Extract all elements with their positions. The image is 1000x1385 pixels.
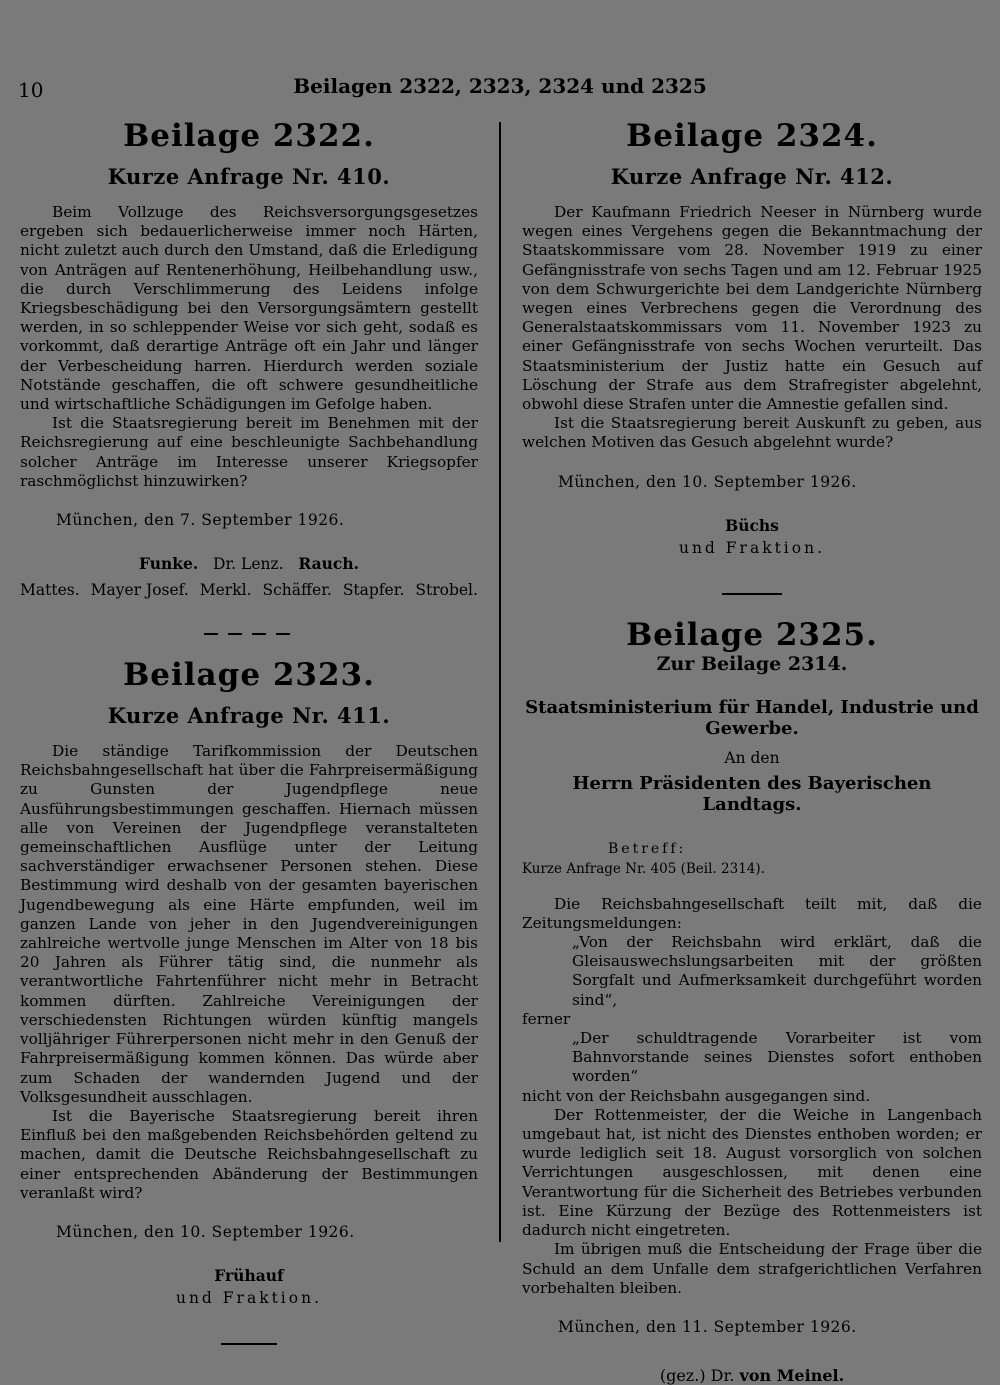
dateline: München, den 10. September 1926. (558, 472, 857, 491)
fraktion-label: und Fraktion. (175, 1288, 323, 1307)
section-title: Beilage 2325. (626, 616, 878, 653)
inquiry-title: Kurze Anfrage Nr. 411. (107, 703, 391, 729)
column-divider (499, 122, 501, 1242)
signer-name: Strobel. (415, 581, 478, 600)
reference-title: Zur Beilage 2314. (656, 652, 848, 675)
signer-name: Mayer Josef. (90, 581, 189, 600)
signers-row (20, 581, 478, 599)
quotation: „Der schuldtragende Vorarbeiter ist vom Bahnvorstande seines Dienstes sofort enthoben worden“ (572, 1029, 982, 1086)
signers (20, 553, 478, 575)
paragraph: Der Kaufmann Friedrich Neeser in Nürnberg wurde wegen eines Vergehens gegen die Bekanntmachung der Staatskommissare vom 28. November 1919 zu einer Gefängnisstrafe von sechs Tagen und am 12. Februar 1925 von dem Schwurgerichte bei dem Landgerichte Nürnberg wegen eines Verbrechens gegen die Verordnung des Generalstaatskommissars vom 11. November 1923 zu einer Gefängnisstrafe von sechs Wochen verurteilt. Das Staatsministerium der Justiz hatte ein Gesuch auf Löschung der Strafe aus dem Strafregister abgelehnt, obwohl diese Strafen unter die Amnestie gefallen sind. (522, 203, 982, 414)
paragraph: Die Reichsbahngesellschaft teilt mit, daß die Zeitungsmeldungen: (522, 894, 982, 932)
right-column (522, 110, 982, 1385)
section-beilage-2323 (20, 657, 478, 1309)
dateline: München, den 7. September 1926. (56, 511, 345, 530)
section-beilage-2322 (20, 118, 478, 599)
signer-name: Schäffer. (262, 581, 332, 600)
left-column (20, 110, 478, 1367)
signer-name: Dr. Lenz. (213, 555, 284, 574)
page-number: 10 (18, 78, 44, 102)
section-beilage-2324 (522, 118, 982, 559)
inquiry-title: Kurze Anfrage Nr. 410. (107, 164, 391, 189)
paragraph: Ist die Bayerische Staatsregierung bereit ihren Einfluß bei den maßgebenden Reichsbehörden geltend zu machen, damit die Deutsche Reichsbahngesellschaft zu einer entsprechenden Abänderung der Bestimmungen veranlaßt wird? (20, 1106, 478, 1202)
quotation: „Von der Reichsbahn wird erklärt, daß die Gleisauswechslungsarbeiten mit der größten Sorgfalt und Aufmerksamkeit durchgeführt worden sind“, (572, 933, 982, 1009)
paragraph: Der Rottenmeister, der die Weiche in Langenbach umgebaut hat, ist nicht des Dienstes enthoben worden; er wurde lediglich seit 18. August vorsorglich von solchen Verrichtungen ausgeschlossen, mit denen eine Verantwortung für die Sicherheit des Betriebes verbunden ist. Eine Kürzung der Bezüge des Rottenmeisters ist dadurch nicht eingetreten. (522, 1105, 982, 1240)
signers (522, 515, 982, 559)
signer-name: Rauch. (298, 554, 360, 574)
connector-word: ferner (522, 1009, 571, 1028)
signer-name: Mattes. (20, 581, 80, 600)
section-title: Beilage 2324. (626, 118, 878, 154)
section-separator (221, 1343, 277, 1345)
betreff-label: Betreff: (608, 840, 687, 857)
betreff-text: Kurze Anfrage Nr. 405 (Beil. 2314). (522, 860, 765, 877)
section-beilage-2325 (522, 617, 982, 1385)
address-line: An den (724, 748, 780, 767)
paragraph: nicht von der Reichsbahn ausgegangen sind. (522, 1086, 871, 1105)
signer-name: Büchs (725, 515, 779, 535)
ministry-name: Staatsministerium für Handel, Industrie und Gewerbe. (525, 696, 979, 739)
paragraph: Im übrigen muß die Entscheidung der Frage über die Schuld an dem Unfalle dem strafgerichtlichen Verfahren vorbehalten bleiben. (522, 1240, 982, 1297)
section-separator (722, 593, 782, 595)
signer-name: Merkl. (199, 581, 252, 600)
signature-prefix: (gez.) Dr. (659, 1365, 735, 1385)
running-title: Beilagen 2322, 2323, 2324 und 2325 (293, 74, 707, 98)
signature-line (522, 1366, 982, 1385)
signature-name: von Meinel. (739, 1365, 845, 1385)
recipient-name: Herrn Präsidenten des Bayerischen Landtags. (572, 772, 932, 815)
signer-name: Funke. (138, 554, 199, 574)
signers (20, 1265, 478, 1309)
paragraph: Die ständige Tarifkommission der Deutschen Reichsbahngesellschaft hat über die Fahrpreisermäßigung zu Gunsten der Jugendpflege neue Ausführungsbestimmungen geschaffen. Hiernach müssen alle von Vereinen der Jugendpflege veranstalteten gemeinschaftlichen Ausflüge unter der Leitung sachverständiger erwachsener Personen stehen. Diese Bestimmung wird deshalb von der gesamten bayerischen Jugendbewegung als eine Härte empfunden, weil im ganzen Lande von jeher in den Jugendvereinigungen zahlreiche wertvolle junge Menschen im Alter von 18 bis 20 Jahren als Führer tätig sind, die nunmehr als verantwortliche Fahrtenführer nicht mehr in Betracht kommen dürften. Zahlreiche Vereinigungen der verschiedensten Richtungen würden künftig mangels volljähriger Führerpersonen nicht mehr in den Genuß der Fahrpreisermäßigung kommen können. Das würde aber zum Schaden der wandernden Jugend und der Volksgesundheit ausschlagen. (20, 742, 478, 1106)
paragraph: Beim Vollzuge des Reichsversorgungsgesetzes ergeben sich bedauerlicherweise immer noch Härten, nicht zuletzt auch durch den Umstand, daß die Erledigung von Anträgen auf Rentenerhöhung, Heilbehandlung usw., die durch Verschlimmerung des Leidens infolge Kriegsbeschädigung bei den Versorgungsämtern gestellt werden, in so schleppender Weise vor sich geht, sodaß es vorkommt, daß derartige Anträge oft ein Jahr und länger der Verbescheidung harren. Hierdurch werden soziale Notstände geschaffen, die oft schwere gesundheitliche und wirtschaftliche Schädigungen im Gefolge haben. (20, 203, 478, 414)
section-title: Beilage 2322. (123, 118, 375, 154)
dateline: München, den 11. September 1926. (558, 1317, 857, 1336)
paragraph: Ist die Staatsregierung bereit Auskunft zu geben, aus welchen Motiven das Gesuch abgelehnt wurde? (522, 414, 982, 452)
section-separator (204, 633, 294, 635)
dateline: München, den 10. September 1926. (56, 1222, 355, 1241)
fraktion-label: und Fraktion. (678, 538, 826, 557)
inquiry-title: Kurze Anfrage Nr. 412. (610, 164, 894, 189)
signer-name: Stapfer. (342, 581, 405, 600)
section-title: Beilage 2323. (123, 657, 375, 694)
paragraph: Ist die Staatsregierung bereit im Benehmen mit der Reichsregierung auf eine beschleunigte Sachbehandlung solcher Anträge im Interesse unserer Kriegsopfer raschmöglichst hinzuwirken? (20, 414, 478, 490)
signer-name: Frühauf (214, 1265, 284, 1285)
